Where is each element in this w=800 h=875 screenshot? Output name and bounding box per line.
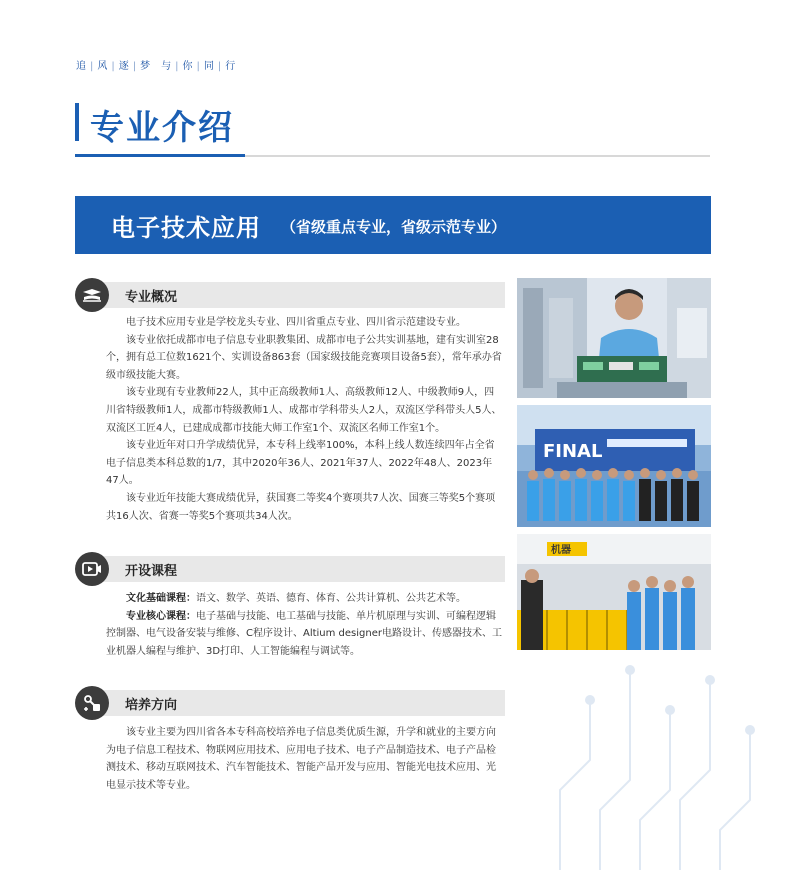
photo-competition-team [517,405,711,527]
title-underline-accent [75,154,245,157]
tagline-char: 风 [97,61,109,72]
lab-sign-text: 机器 [551,545,571,556]
core-courses [106,608,504,661]
circuit-decoration [520,640,780,870]
paragraph: 该专业现有专业教师22人，其中正高级教师1人、高级教师12人、中级教师9人，四川省特级教师1人，成都市特级教师1人、成都市学科带头人2人，双流区学科带头人5人、双流区工匠4人，已建成成都市技能大师工作室1个、双流区名师工作室1个。 [106,387,502,434]
paragraph: 该专业依托成都市电子信息专业职教集团、成都市电子公共实训基地，建有实训室28个，拥有总工位数1621个、实训设备863套（国家级技能竞赛项目设备5套），常年承办省级市级技能大赛。 [106,334,502,381]
paragraph: 该专业近年对口升学成绩优异，本专科上线率100%，本科上线人数连续四年占全省电子信息类本科总数的1/7，其中2020年36人、2021年37人、2022年48人、2023年47人。 [106,440,495,487]
tagline-char: 你 [182,61,194,72]
section-heading: 专业概况 [125,290,178,305]
header-tagline: 追 | 风 | 逐 | 梦 与 | 你 | 同 | 行 [76,61,237,72]
core-courses-label: 专业核心课程： [126,610,196,622]
basic-courses-label: 文化基础课程： [126,593,196,604]
title-underline [245,155,710,157]
overview-text [106,314,504,525]
paragraph: 电子技术应用专业是学校龙头专业、四川省重点专业、四川省示范建设专业。 [126,317,466,328]
major-banner [75,196,711,254]
section-direction-header [75,686,505,720]
major-title: 电子技术应用 [111,214,261,242]
video-icon [75,552,109,586]
page-title: 专业介绍 [90,108,234,148]
tagline-char: 行 [225,61,237,72]
tagline-char: 与 [161,61,173,72]
book-icon [75,278,109,312]
tagline-char: 梦 [140,61,152,72]
basic-courses-list: 语文、数学、英语、德育、体育、公共计算机、公共艺术等。 [196,593,466,604]
section-overview-header [75,278,505,312]
competition-banner-text: FINAL [543,441,603,462]
basic-courses [106,590,504,608]
core-courses-list: 电子基础与技能、电工基础与技能、单片机原理与实训、可编程逻辑控制器、电气设备安装与维修、C程序设计、Altium designer电路设计、传感器技术、工业机器人编程与维护、3D打印、人工智能编程与调试等。 [106,610,502,657]
tagline-char: 逐 [118,61,130,72]
title-accent-bar [75,103,79,141]
photo-lab-visit [517,534,711,650]
tools-icon [75,686,109,720]
photo-lab-student [517,278,711,398]
courses-text [106,590,504,660]
direction-text [106,724,504,794]
paragraph: 该专业近年技能大赛成绩优异，获国赛二等奖4个赛项共7人次、国赛三等奖5个赛项共16人次、省赛一等奖5个赛项共34人次。 [106,492,496,522]
major-subtitle: （省级重点专业，省级示范专业） [281,218,507,236]
section-courses-header [75,552,505,586]
section-heading: 开设课程 [125,564,178,579]
section-heading: 培养方向 [125,698,178,713]
tagline-char: 追 [76,61,87,72]
paragraph: 该专业主要为四川省各本专科高校培养电子信息类优质生源，升学和就业的主要方向为电子信息工程技术、物联网应用技术、应用电子技术、电子产品制造技术、电子产品检测技术、移动互联网技术、汽车智能技术、智能产品开发与应用、智能光电技术应用、光电显示技术等专业。 [106,727,496,791]
tagline-char: 同 [203,61,215,72]
